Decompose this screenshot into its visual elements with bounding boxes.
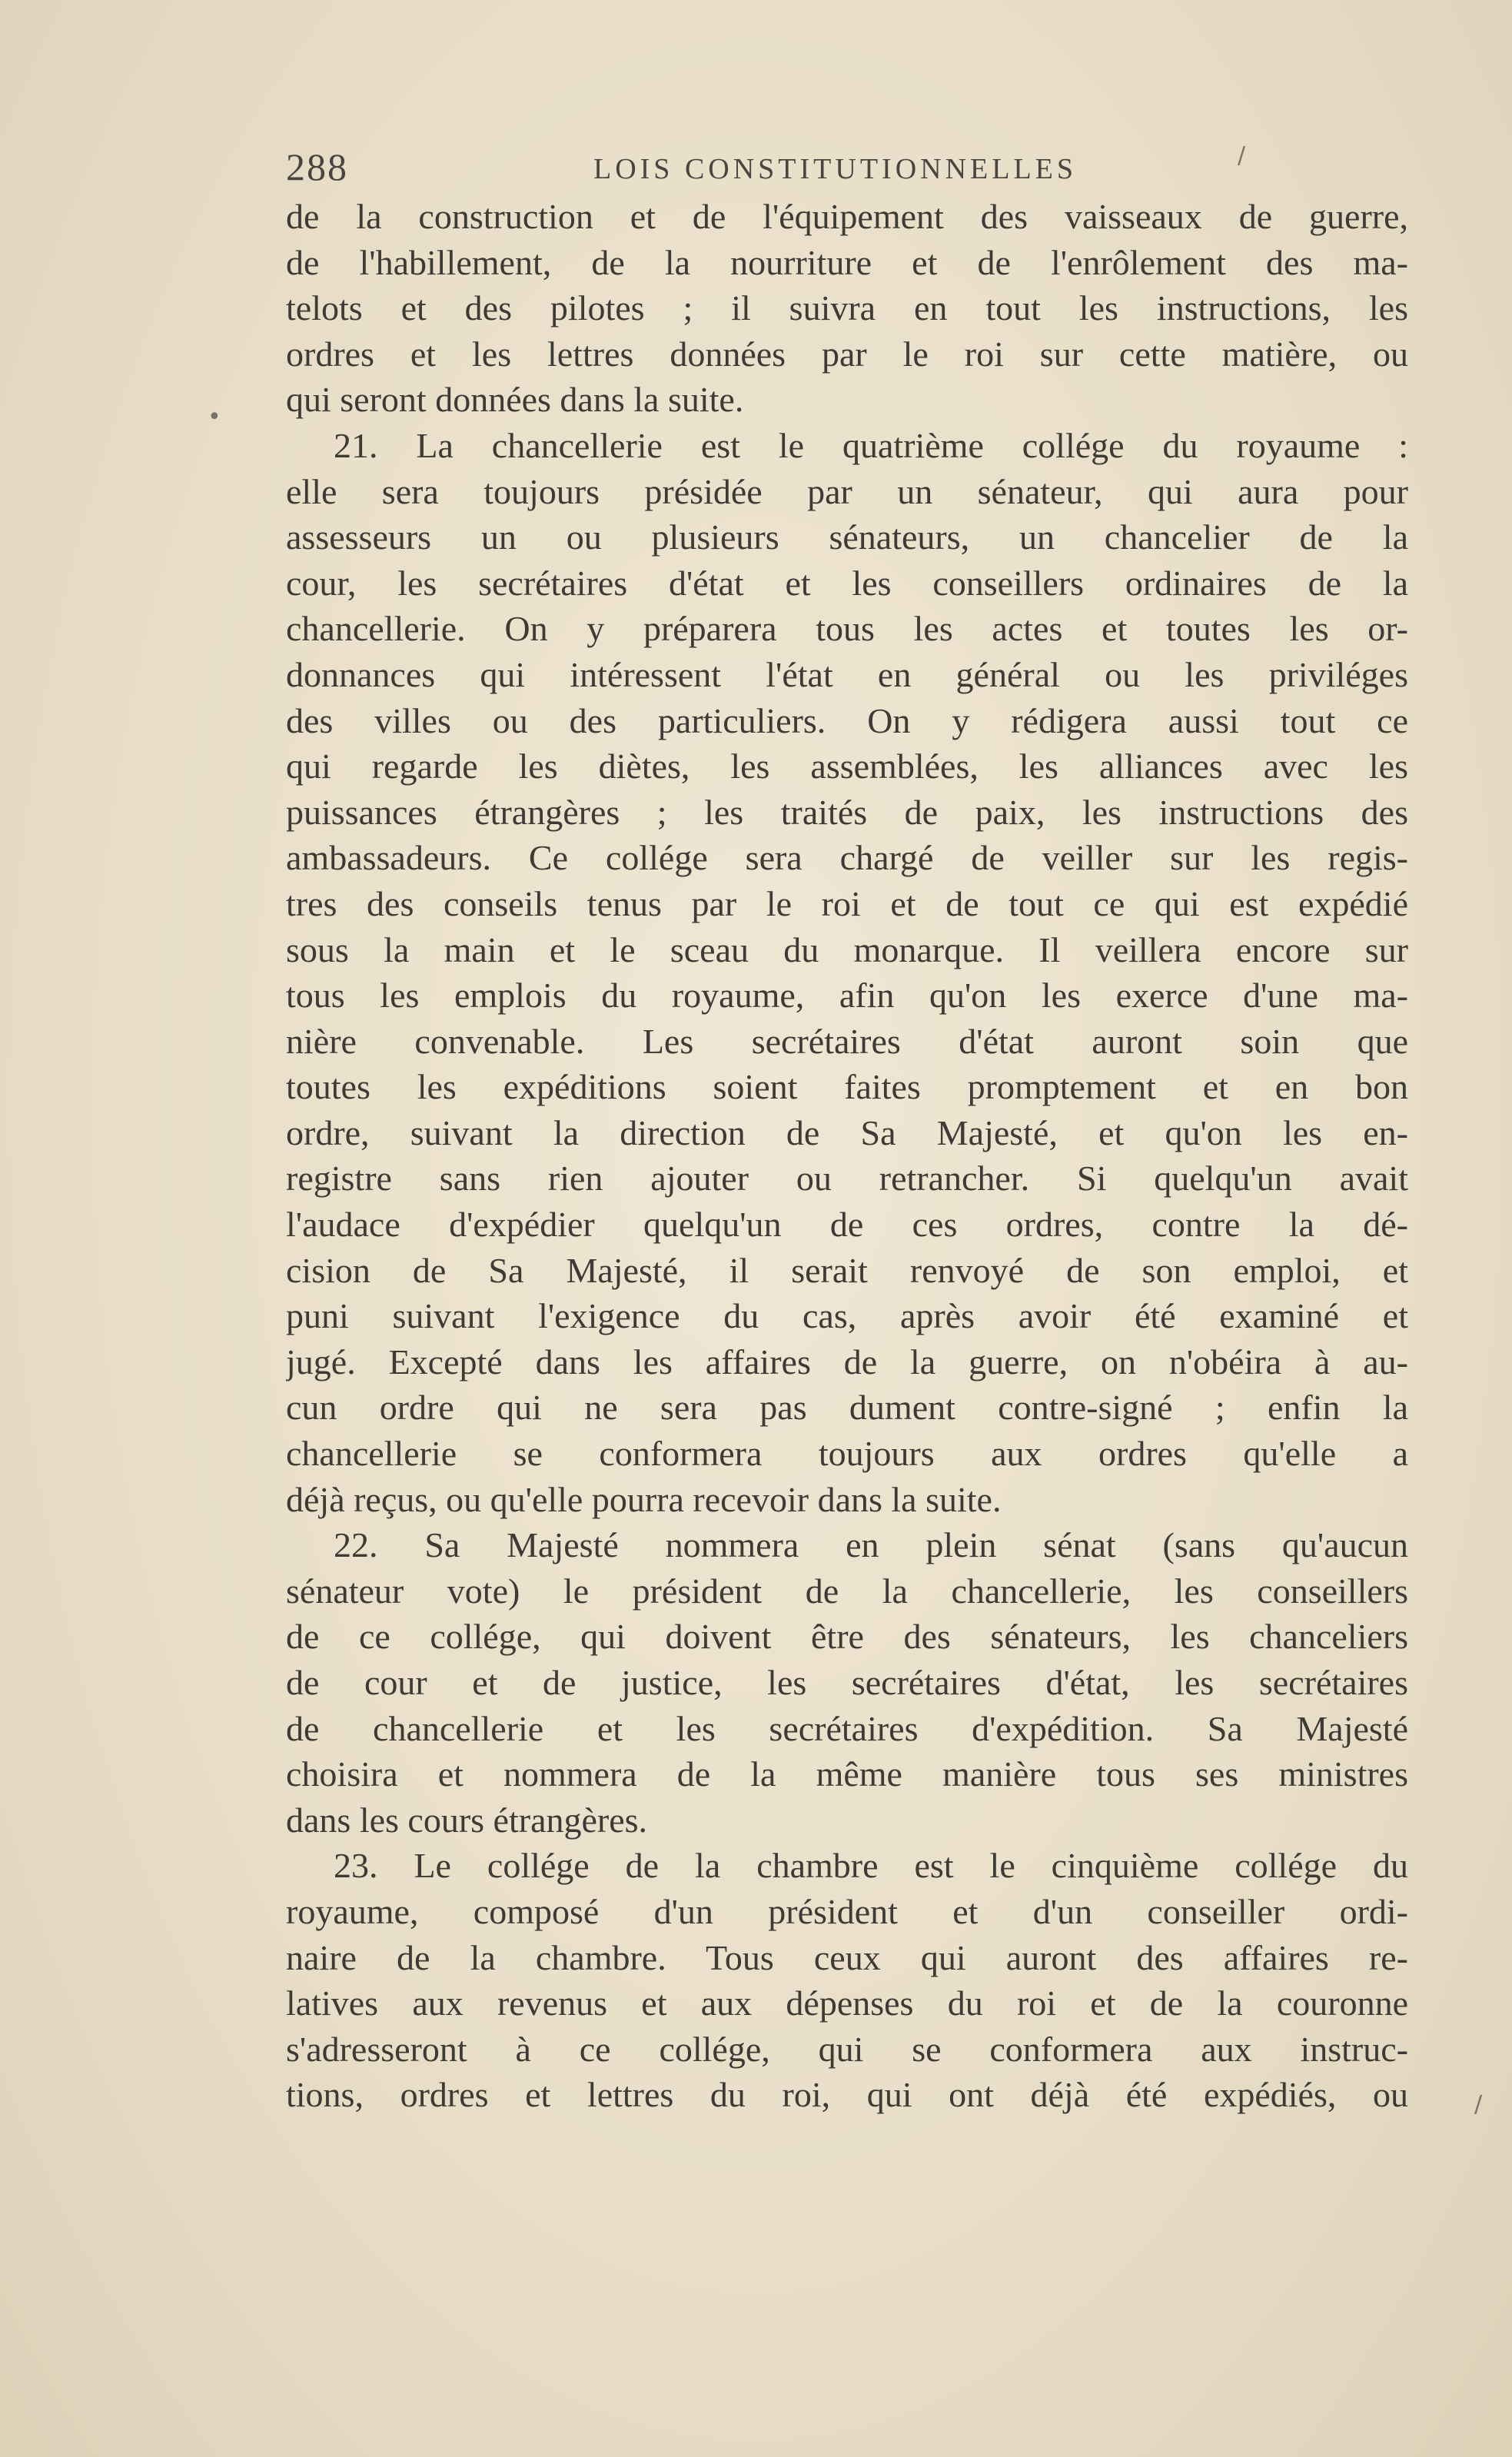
- text-line: elle sera toujours présidée par un sénateur, qui aura pour: [286, 471, 1408, 511]
- paragraph-22-start: 22. Sa Majesté nommera en plein sénat (sans qu'aucun: [334, 1525, 1408, 1565]
- text-line: ambassadeurs. Ce collége sera chargé de veiller sur les regis-: [286, 838, 1408, 878]
- running-title: LOIS CONSTITUTIONNELLES: [593, 153, 1078, 185]
- text-line: telots et des pilotes ; il suivra en tout les instructions, les: [286, 288, 1408, 328]
- text-line: tions, ordres et lettres du roi, qui ont déjà été expédiés, ou: [286, 2075, 1408, 2115]
- running-head: [286, 145, 1408, 189]
- text-line: cour, les secrétaires d'état et les conseillers ordinaires de la: [286, 563, 1408, 603]
- text-line: tres des conseils tenus par le roi et de tout ce qui est expédié: [286, 883, 1408, 923]
- text-line: latives aux revenus et aux dépenses du roi et de la couronne: [286, 1983, 1408, 2023]
- page-number: 288: [286, 145, 348, 188]
- text-line: de la construction et de l'équipement des vaisseaux de guerre,: [286, 197, 1408, 236]
- text-line: registre sans rien ajouter ou retrancher. Si quelqu'un avait: [286, 1159, 1408, 1199]
- text-line: ordres et les lettres données par le roi sur cette matière, ou: [286, 334, 1408, 374]
- text-line: royaume, composé d'un président et d'un conseiller ordi-: [286, 1891, 1408, 1931]
- text-line: l'audace d'expédier quelqu'un de ces ordres, contre la dé-: [286, 1205, 1408, 1245]
- text-line: puissances étrangères ; les traités de paix, les instructions des: [286, 792, 1408, 832]
- text-line: sous la main et le sceau du monarque. Il veillera encore sur: [286, 929, 1408, 969]
- text-line: qui regarde les diètes, les assemblées, les alliances avec les: [286, 746, 1408, 786]
- text-line: de cour et de justice, les secrétaires d'état, les secrétaires: [286, 1663, 1408, 1702]
- text-line: assesseurs un ou plusieurs sénateurs, un chancelier de la: [286, 517, 1408, 557]
- text-line: dans les cours étrangères.: [286, 1800, 648, 1840]
- text-line: donnances qui intéressent l'état en général ou les priviléges: [286, 654, 1408, 694]
- margin-stray-mark: /: [1238, 142, 1246, 169]
- text-line: ordre, suivant la direction de Sa Majesté, et qu'on les en-: [286, 1112, 1408, 1152]
- text-line: tous les emplois du royaume, afin qu'on les exerce d'une ma-: [286, 976, 1408, 1016]
- text-line: de ce collége, qui doivent être des sénateurs, les chanceliers: [286, 1617, 1408, 1657]
- text-line: puni suivant l'exigence du cas, après avoir été examiné et: [286, 1296, 1408, 1336]
- text-line: toutes les expéditions soient faites promptement et en bon: [286, 1067, 1408, 1107]
- text-line: déjà reçus, ou qu'elle pourra recevoir dans la suite.: [286, 1479, 1002, 1519]
- text-line: jugé. Excepté dans les affaires de la guerre, on n'obéira à au-: [286, 1342, 1408, 1381]
- text-line: cision de Sa Majesté, il serait renvoyé de son emploi, et: [286, 1250, 1408, 1290]
- text-line: des villes ou des particuliers. On y rédigera aussi tout ce: [286, 700, 1408, 740]
- text-line: qui seront données dans la suite.: [286, 380, 744, 420]
- text-line: s'adresseront à ce collége, qui se conformera aux instruc-: [286, 2029, 1408, 2069]
- text-line: de chancellerie et les secrétaires d'expédition. Sa Majesté: [286, 1708, 1408, 1748]
- text-line: cun ordre qui ne sera pas dument contre-signé ; enfin la: [286, 1388, 1408, 1428]
- text-line: chancellerie se conformera toujours aux ordres qu'elle a: [286, 1434, 1408, 1474]
- text-line: sénateur vote) le président de la chancellerie, les conseillers: [286, 1571, 1408, 1611]
- margin-stray-mark: •: [208, 404, 221, 431]
- text-line: chancellerie. On y préparera tous les actes et toutes les or-: [286, 609, 1408, 649]
- paragraph-21-start: 21. La chancellerie est le quatrième collége du royaume :: [334, 425, 1408, 465]
- page-text-block: [286, 145, 1408, 2118]
- body-text: [286, 194, 1408, 2118]
- paragraph-23-start: 23. Le collége de la chambre est le cinquième collége du: [334, 1846, 1408, 1886]
- text-line: naire de la chambre. Tous ceux qui auront des affaires re-: [286, 1937, 1408, 1977]
- text-line: de l'habillement, de la nourriture et de l'enrôlement des ma-: [286, 242, 1408, 282]
- margin-stray-mark: /: [1474, 2091, 1483, 2118]
- text-line: choisira et nommera de la même manière tous ses ministres: [286, 1754, 1408, 1794]
- text-line: nière convenable. Les secrétaires d'état auront soin que: [286, 1021, 1408, 1061]
